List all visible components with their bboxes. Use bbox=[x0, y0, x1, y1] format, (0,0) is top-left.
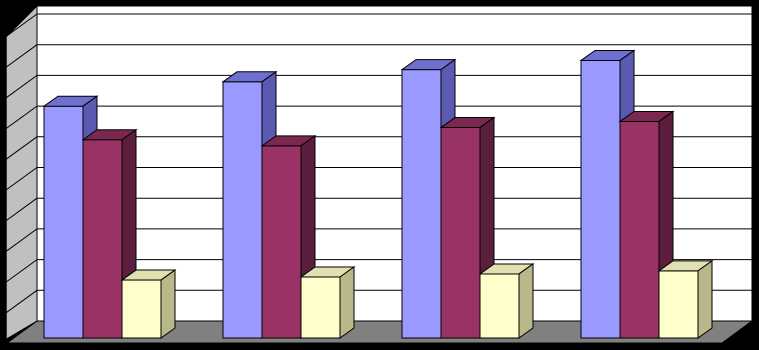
bar bbox=[301, 267, 354, 338]
bar bbox=[659, 261, 712, 338]
bar bbox=[480, 264, 533, 338]
bar bbox=[122, 270, 175, 338]
